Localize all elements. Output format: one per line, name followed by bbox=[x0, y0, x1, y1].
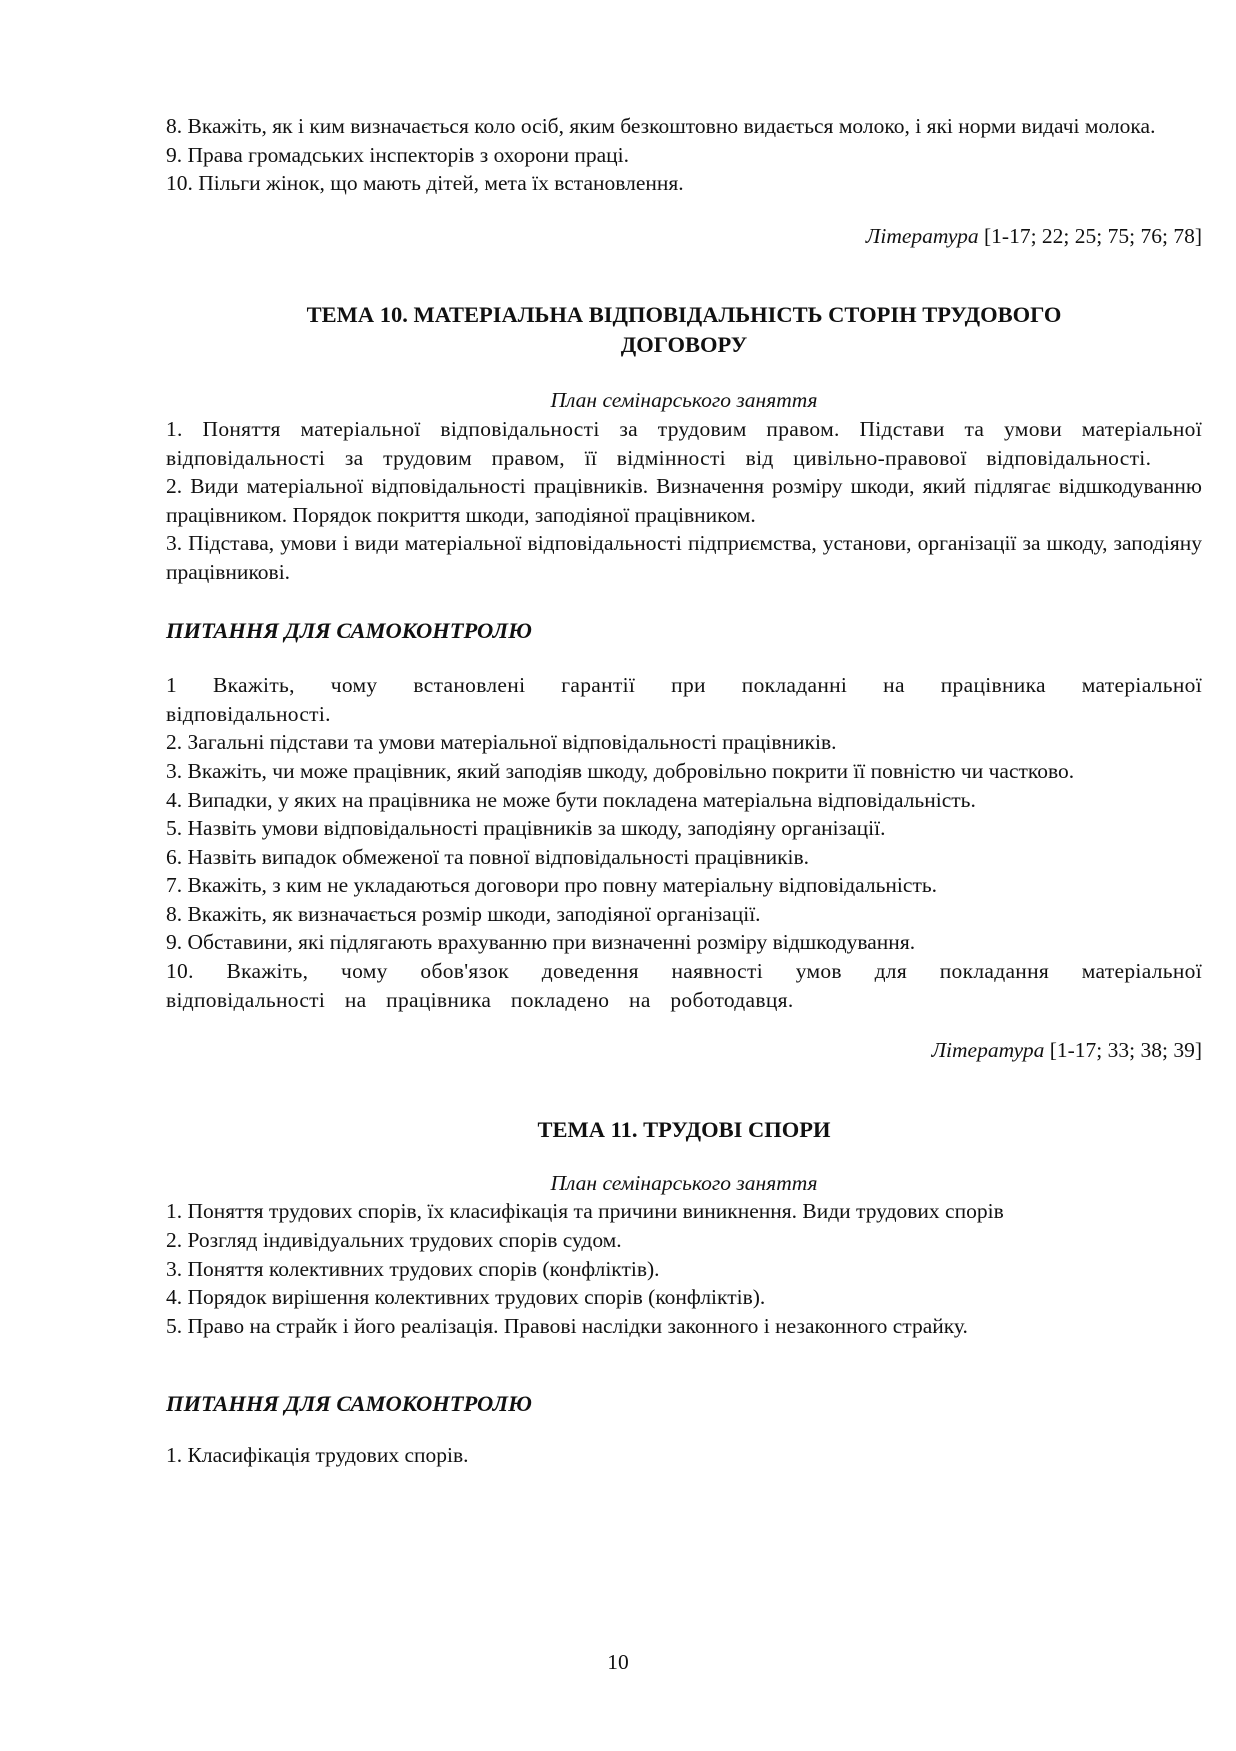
topic-11-title: ТЕМА 11. ТРУДОВІ СПОРИ bbox=[537, 1116, 831, 1142]
literature-refs: [1-17; 22; 25; 75; 76; 78] bbox=[978, 223, 1202, 248]
literature-refs: [1-17; 33; 38; 39] bbox=[1044, 1038, 1202, 1063]
plan-heading: План семінарського заняття bbox=[550, 1170, 818, 1195]
plan-item: 3. Підстава, умови і види матеріальної відповідальності підприємства, установи, організації за шкоду, заподіяну працівникові. bbox=[166, 531, 1202, 584]
topic-10-title-line2: ДОГОВОРУ bbox=[620, 332, 748, 358]
question-item: 2. Загальні підстави та умови матеріальної відповідальності працівників. bbox=[166, 730, 837, 755]
question-item: 8. Вкажіть, як і ким визначається коло осіб, яким безкоштовно видається молоко, і які норми видачі молока. bbox=[166, 114, 1156, 138]
literature-label: Література bbox=[865, 223, 979, 248]
plan-item: 2. Види матеріальної відповідальності працівників. Визначення розміру шкоди, який підлягає відшкодуванню працівником. Порядок покриття шкоди, заподіяної працівником. bbox=[166, 474, 1202, 527]
page-content bbox=[166, 112, 1202, 1470]
question-item: 9. Обставини, які підлягають врахуванню при визначенні розміру відшкодування. bbox=[166, 930, 916, 955]
plan-heading: План семінарського заняття bbox=[550, 388, 818, 413]
question-item: 5. Назвіть умови відповідальності працівників за шкоду, заподіяну організації. bbox=[166, 816, 886, 841]
question-item: 8. Вкажіть, як визначається розмір шкоди, заподіяної організації. bbox=[166, 901, 761, 926]
question-item: 7. Вкажіть, з ким не укладаються договори про повну матеріальну відповідальність. bbox=[166, 873, 938, 898]
question-list bbox=[166, 671, 1202, 1014]
literature-label: Література bbox=[931, 1038, 1045, 1063]
question-item: 9. Права громадських інспекторів з охорони праці. bbox=[166, 142, 630, 167]
selfcheck-heading: ПИТАННЯ ДЛЯ САМОКОНТРОЛЮ bbox=[166, 617, 532, 643]
plan-item: 4. Порядок вирішення колективних трудових спорів (конфліктів). bbox=[166, 1285, 766, 1310]
plan-item: 1. Поняття матеріальної відповідальності за трудовим правом. Підстави та умови матеріальної відповідальності за трудовим правом, її відмінності від цивільно-правової відповідальності. bbox=[166, 416, 1202, 470]
page-number: 10 bbox=[607, 1650, 629, 1674]
question-item: 6. Назвіть випадок обмеженої та повної відповідальності працівників. bbox=[166, 844, 810, 869]
question-item: 10. Пільги жінок, що мають дітей, мета їх встановлення. bbox=[166, 171, 684, 196]
plan-item: 5. Право на страйк і його реалізація. Правові наслідки законного і незаконного страйку. bbox=[166, 1313, 968, 1338]
question-item: 3. Вкажіть, чи може працівник, який заподіяв шкоду, добровільно покрити її повністю чи частково. bbox=[166, 758, 1075, 783]
topic-10-title bbox=[166, 300, 1202, 360]
literature-reference bbox=[166, 1036, 1202, 1065]
plan-item: 3. Поняття колективних трудових спорів (конфліктів). bbox=[166, 1256, 660, 1281]
plan-item: 2. Розгляд індивідуальних трудових спорів судом. bbox=[166, 1228, 622, 1253]
question-item: 4. Випадки, у яких на працівника не може бути покладена матеріальна відповідальність. bbox=[166, 787, 976, 812]
question-item: 10. Вкажіть, чому обов'язок доведення наявності умов для покладання матеріальної відповідальності на працівника покладено на роботодавця. bbox=[166, 959, 1202, 1012]
literature-reference bbox=[166, 222, 1202, 251]
question-item: 1. Класифікація трудових спорів. bbox=[166, 1443, 469, 1467]
selfcheck-heading: ПИТАННЯ ДЛЯ САМОКОНТРОЛЮ bbox=[166, 1391, 532, 1417]
topic-10-title-line1: ТЕМА 10. МАТЕРІАЛЬНА ВІДПОВІДАЛЬНІСТЬ СТОРІН ТРУДОВОГО bbox=[306, 302, 1062, 328]
question-item: 1 Вкажіть, чому встановлені гарантії при покладанні на працівника матеріальної відповідальності. bbox=[166, 673, 1202, 726]
plan-item: 1. Поняття трудових спорів, їх класифікація та причини виникнення. Види трудових спорів bbox=[166, 1199, 1004, 1224]
